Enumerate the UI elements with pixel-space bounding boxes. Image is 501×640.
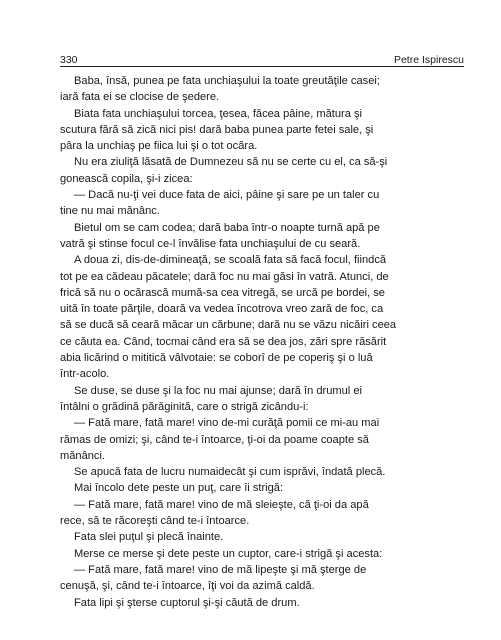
text-line: Fata lipi şi şterse cuptorul şi-şi căută de drum. [74, 596, 300, 609]
page-header [60, 53, 464, 67]
text-line: cenuşă, şi, când te-i întoarce, îţi voi da azimă caldă. [60, 580, 315, 593]
text-line: abia licărind o mititică vâlvotaie: se coborî de pe coperiş şi o luă [60, 352, 373, 365]
text-line: ce căuta ea. Când, tocmai când era să se dea jos, zări spre răsărit [60, 335, 387, 348]
text-line: — Fată mare, fată mare! vino de mă lipeşte şi mă şterge de [74, 563, 367, 576]
text-line: — Dacă nu-ţi vei duce fata de aici, pâine şi sare pe un taler cu [74, 189, 380, 202]
running-head: Petre Ispirescu [393, 54, 464, 66]
text-line: Mai încolo dete peste un puţ, care îi strigă: [74, 482, 284, 495]
text-line: Nu era ziuliţă lăsată de Dumnezeu să nu se certe cu el, ca să-şi [74, 156, 388, 169]
text-line: — Fată mare, fată mare! vino de mă sleieşte, că ţi-oi da apă [74, 498, 369, 511]
text-line: într-acolo. [60, 368, 110, 381]
text-line: tot pe ea cădeau păcatele; dară foc nu mai găsi în vatră. Atunci, de [60, 270, 389, 283]
text-line: pâra la unchiaş pe fiica lui şi o tot ocăra. [60, 140, 258, 153]
text-line: Merse ce merse şi dete peste un cuptor, care-i strigă şi acesta: [74, 547, 383, 560]
text-line: — Fată mare, fată mare! vino de-mi curăţă pomii ce mi-au mai [74, 417, 380, 430]
text-line: uită în toate părţile, doară va vedea încotrova vreo zară de foc, ca [60, 303, 384, 316]
text-line: iară fata ei se clocise de şedere. [60, 91, 220, 104]
text-line: întâlni o grădină părăginită, care o strigă zicându-i: [60, 400, 309, 413]
text-line: rece, să te răcoreşti când te-i întoarce. [60, 515, 250, 528]
body-text [60, 73, 464, 611]
text-line: frică să nu o ocărască mumă-sa cea vitregă, se urcă pe bordei, se [60, 286, 385, 299]
page-number: 330 [60, 54, 78, 66]
text-line: Bietul om se cam codea; dară baba într-o noapte turnă apă pe [74, 221, 380, 234]
text-line: scutura fără să zică nici pis! dară baba punea parte fetei sale, şi [60, 123, 374, 136]
text-line: mănânci. [60, 449, 106, 462]
text-line: Se duse, se duse şi la foc nu mai ajunse; dară în drumul ei [74, 384, 362, 397]
text-line: Baba, însă, punea pe fata unchiaşului la toate greutăţile casei; [74, 75, 380, 87]
text-line: vatră şi stinse focul ce-l învălise fata unchiaşului de cu seară. [60, 237, 361, 250]
text-line: rămas de omizi; şi, când te-i întoarce, ţi-oi da poame coapte să [60, 433, 369, 446]
text-line: tine nu mai mănânc. [60, 205, 160, 218]
text-line: A doua zi, dis-de-dimineaţă, se scoală fata să facă focul, fiindcă [74, 254, 387, 267]
header-rule [60, 66, 464, 67]
text-line: Se apucă fata de lucru numaidecât şi cum isprăvi, îndată plecă. [74, 466, 386, 479]
text-line: să se ducă să ceară măcar un cărbune; dară nu se văzu nicăiri ceea [60, 319, 397, 332]
text-line: Fata slei puţul şi plecă înainte. [74, 531, 224, 544]
text-line: Biata fata unchiaşului torcea, ţesea, făcea pâine, mătura şi [74, 107, 362, 120]
text-line: gonească copila, şi-i zicea: [60, 172, 193, 185]
